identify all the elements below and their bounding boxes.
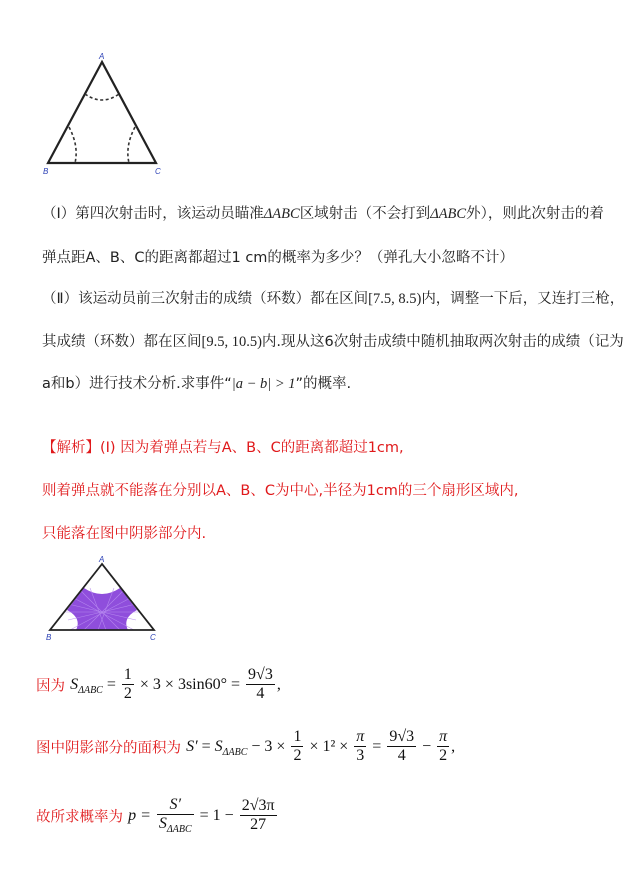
f3-den: S	[158, 815, 167, 833]
q2b-pre: 其成绩（环数）都在区间	[42, 334, 202, 350]
f3-ratio	[157, 796, 194, 836]
formula-shaded-area	[36, 728, 455, 766]
f2-mid2: × 1² ×	[309, 737, 349, 755]
question-part2-line3	[42, 372, 351, 393]
triangle-figure-1	[35, 50, 175, 180]
f1-mid: × 3 × 3sin60° =	[139, 675, 241, 693]
f1-tail: ,	[276, 675, 281, 693]
f3-num: S′	[157, 796, 194, 815]
f2-res-num: 9√3	[387, 728, 416, 747]
f1-res-num: 9√3	[246, 666, 275, 685]
triangle-figure-2-shaded	[40, 556, 170, 646]
f2-s: S′	[186, 737, 198, 755]
q2-post: 内，调整一下后，又连打三枪，	[421, 291, 625, 307]
vertex-label-a: A	[99, 52, 105, 61]
q1-tri1: ΔABC	[263, 206, 300, 222]
q1-mid: 区域射击（不会打到	[299, 206, 431, 222]
f2-eq2: =	[372, 737, 382, 755]
f3-eq: = 1 −	[199, 806, 234, 824]
f2-result2	[437, 728, 449, 766]
f1-half	[122, 666, 134, 704]
q2-event: |a − b| > 1	[231, 376, 296, 392]
formula-probability	[36, 796, 279, 836]
f1-s-sub: ΔABC	[78, 684, 103, 696]
f2-half-num: 1	[291, 728, 303, 747]
f3-p: p =	[128, 806, 151, 824]
fig2-label-c: C	[150, 633, 156, 642]
f2-eq: =	[201, 737, 211, 755]
q2-interval2: [9.5, 10.5)	[201, 334, 262, 350]
question-part1-line2: 弹点距A、B、C的距离都超过1 cm的概率为多少？（弹孔大小忽略不计）	[42, 250, 514, 266]
f2-pi-num: π	[354, 728, 366, 747]
question-part2-line2	[42, 330, 624, 351]
vertex-label-b: B	[43, 167, 49, 176]
fig2-label-a: A	[99, 556, 105, 564]
f1-text: 因为	[36, 678, 65, 695]
q2c-pre: a和b）进行技术分析.求事件“	[42, 376, 232, 392]
solution-line3: 只能落在图中阴影部分内.	[42, 526, 207, 542]
f2-res2-den: 2	[439, 747, 448, 765]
question-part2-line1	[42, 287, 624, 308]
f1-half-num: 1	[122, 666, 134, 685]
question-part1-line1	[42, 202, 604, 223]
f2-half	[291, 728, 303, 766]
f2-res-den: 4	[397, 747, 406, 765]
f2-res2-num: π	[437, 728, 449, 747]
q2b-post: 内.现从这6次射击成绩中随机抽取两次射击的成绩（记为	[261, 334, 624, 350]
f1-eq: =	[106, 675, 120, 693]
f2-pi-den: 3	[356, 747, 365, 765]
f2-minus: −	[422, 737, 432, 755]
q1-pre: （Ⅰ）第四次射击时，该运动员瞄准	[42, 206, 264, 222]
f1-result	[246, 666, 275, 704]
q1-post: 外），则此次射击的着	[466, 206, 604, 222]
f3-result	[240, 797, 277, 835]
f3-res-den: 27	[250, 816, 267, 834]
f2-result1	[387, 728, 416, 766]
f3-res-num: 2√3π	[240, 797, 277, 816]
f2-expression	[186, 728, 456, 765]
f3-den-wrap	[157, 815, 194, 836]
f2-pi3	[354, 728, 366, 766]
f2-s2: S	[214, 737, 223, 755]
f1-expression	[70, 666, 281, 703]
q2-interval1: [7.5, 8.5)	[368, 291, 422, 307]
f2-text: 图中阴影部分的面积为	[36, 740, 181, 757]
f2-tail: ,	[451, 737, 456, 755]
f2-mid: − 3 ×	[251, 737, 286, 755]
solution-line1: 【解析】(Ⅰ) 因为着弹点若与A、B、C的距离都超过1cm,	[42, 440, 404, 456]
formula-area-triangle	[36, 666, 281, 704]
f1-s: S	[70, 675, 79, 693]
q1-tri2: ΔABC	[430, 206, 467, 222]
f1-half-den: 2	[123, 685, 132, 703]
solution-line2: 则着弹点就不能落在分别以A、B、C为中心,半径为1cm的三个扇形区域内,	[42, 483, 519, 499]
q2-pre: （Ⅱ）该运动员前三次射击的成绩（环数）都在区间	[42, 291, 369, 307]
f2-s2-sub: ΔABC	[222, 746, 248, 758]
f3-text: 故所求概率为	[36, 809, 123, 826]
fig2-label-b: B	[46, 633, 52, 642]
f3-den-sub: ΔABC	[166, 824, 192, 836]
vertex-label-c: C	[155, 167, 161, 176]
q2c-post: ”的概率.	[295, 376, 352, 392]
f2-half-den: 2	[293, 747, 302, 765]
f1-res-den: 4	[256, 685, 265, 703]
